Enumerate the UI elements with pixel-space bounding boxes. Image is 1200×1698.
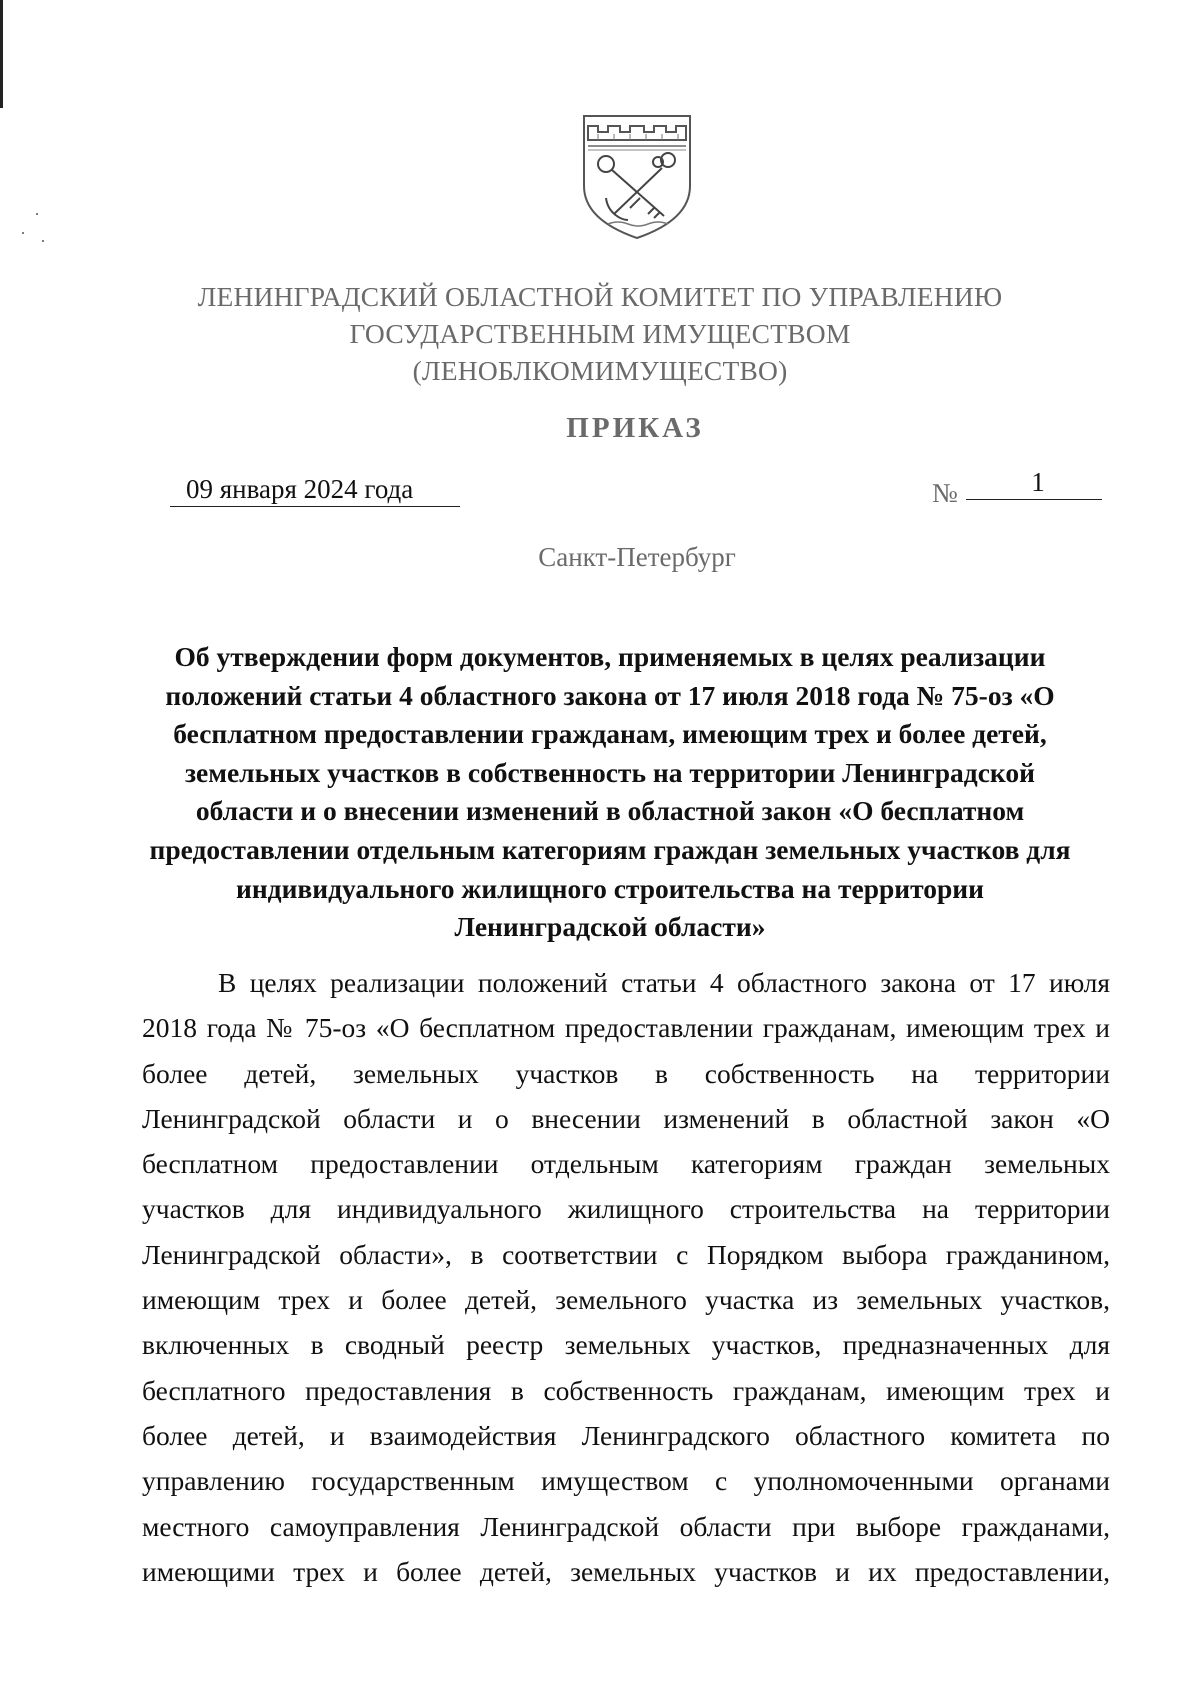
body-line: бесплатного предоставления в собственность гражданам, имеющим трех и: [142, 1374, 1110, 1406]
document-date: 09 января 2024 года: [170, 472, 460, 507]
scan-speck: [22, 232, 24, 234]
body-line: 2018 года № 75-оз «О бесплатном предоставлении гражданам, имеющим трех и: [142, 1012, 1110, 1044]
body-line: имеющими трех и более детей, земельных участков и их предоставлении,: [142, 1555, 1110, 1587]
title-line: Об утверждении форм документов, применяемых в целях реализации: [174, 641, 1046, 672]
title-line: бесплатном предоставлении гражданам, имеющим трех и более детей,: [173, 718, 1047, 750]
title-line: Ленинградской области»: [454, 911, 766, 943]
body-line: включенных в сводный реестр земельных участков, предназначенных для: [142, 1329, 1110, 1361]
document-number-sign: №: [932, 478, 958, 508]
coat-of-arms-icon: [578, 112, 696, 240]
scan-speck: [36, 213, 38, 215]
document-city: Санкт-Петербург: [538, 542, 736, 572]
body-paragraph: [142, 960, 1110, 1594]
organization-name-line: ЛЕНИНГРАДСКИЙ ОБЛАСТНОЙ КОМИТЕТ ПО УПРАВЛЕНИЮ: [197, 281, 1003, 312]
document-title: [130, 638, 1090, 947]
scan-speck: [42, 240, 44, 242]
body-line: управлению государственным имуществом с уполномоченными органами: [142, 1465, 1110, 1497]
body-line: имеющим трех и более детей, земельного участка из земельных участков,: [142, 1284, 1110, 1316]
title-line: положений статьи 4 областного закона от 17 июля 2018 года № 75-оз «О: [165, 679, 1055, 711]
organization-name-line: ГОСУДАРСТВЕННЫМ ИМУЩЕСТВОМ: [349, 318, 851, 349]
body-line: В целях реализации положений статьи 4 областного закона от 17 июля: [218, 967, 1110, 998]
body-line: Ленинградской области и о внесении изменений в областной закон «О: [142, 1102, 1110, 1134]
title-line: предоставлении отдельным категориям граждан земельных участков для: [149, 833, 1071, 865]
body-line: более детей, земельных участков в собственность на территории: [142, 1057, 1110, 1089]
scan-edge-mark: [0, 0, 3, 108]
title-line: области и о внесении изменений в областной закон «О бесплатном: [195, 795, 1025, 827]
title-line: земельных участков в собственность на территории Ленинградской: [184, 756, 1036, 788]
title-line: индивидуального жилищного строительства на территории: [235, 872, 985, 904]
body-line: участков для индивидуального жилищного строительства на территории: [142, 1193, 1110, 1225]
body-line: бесплатном предоставлении отдельным категориям граждан земельных: [142, 1148, 1110, 1180]
body-line: местного самоуправления Ленинградской области при выборе гражданами,: [142, 1510, 1110, 1542]
organization-name-line: (ЛЕНОБЛКОМИМУЩЕСТВО): [412, 355, 788, 386]
document-type-heading: ПРИКАЗ: [566, 412, 704, 444]
body-line: Ленинградской области», в соответствии с Порядком выбора гражданином,: [142, 1238, 1110, 1270]
document-number: 1: [966, 465, 1102, 500]
body-line: более детей, и взаимодействия Ленинградского областного комитета по: [142, 1419, 1110, 1451]
organization-name: [0, 278, 1200, 389]
